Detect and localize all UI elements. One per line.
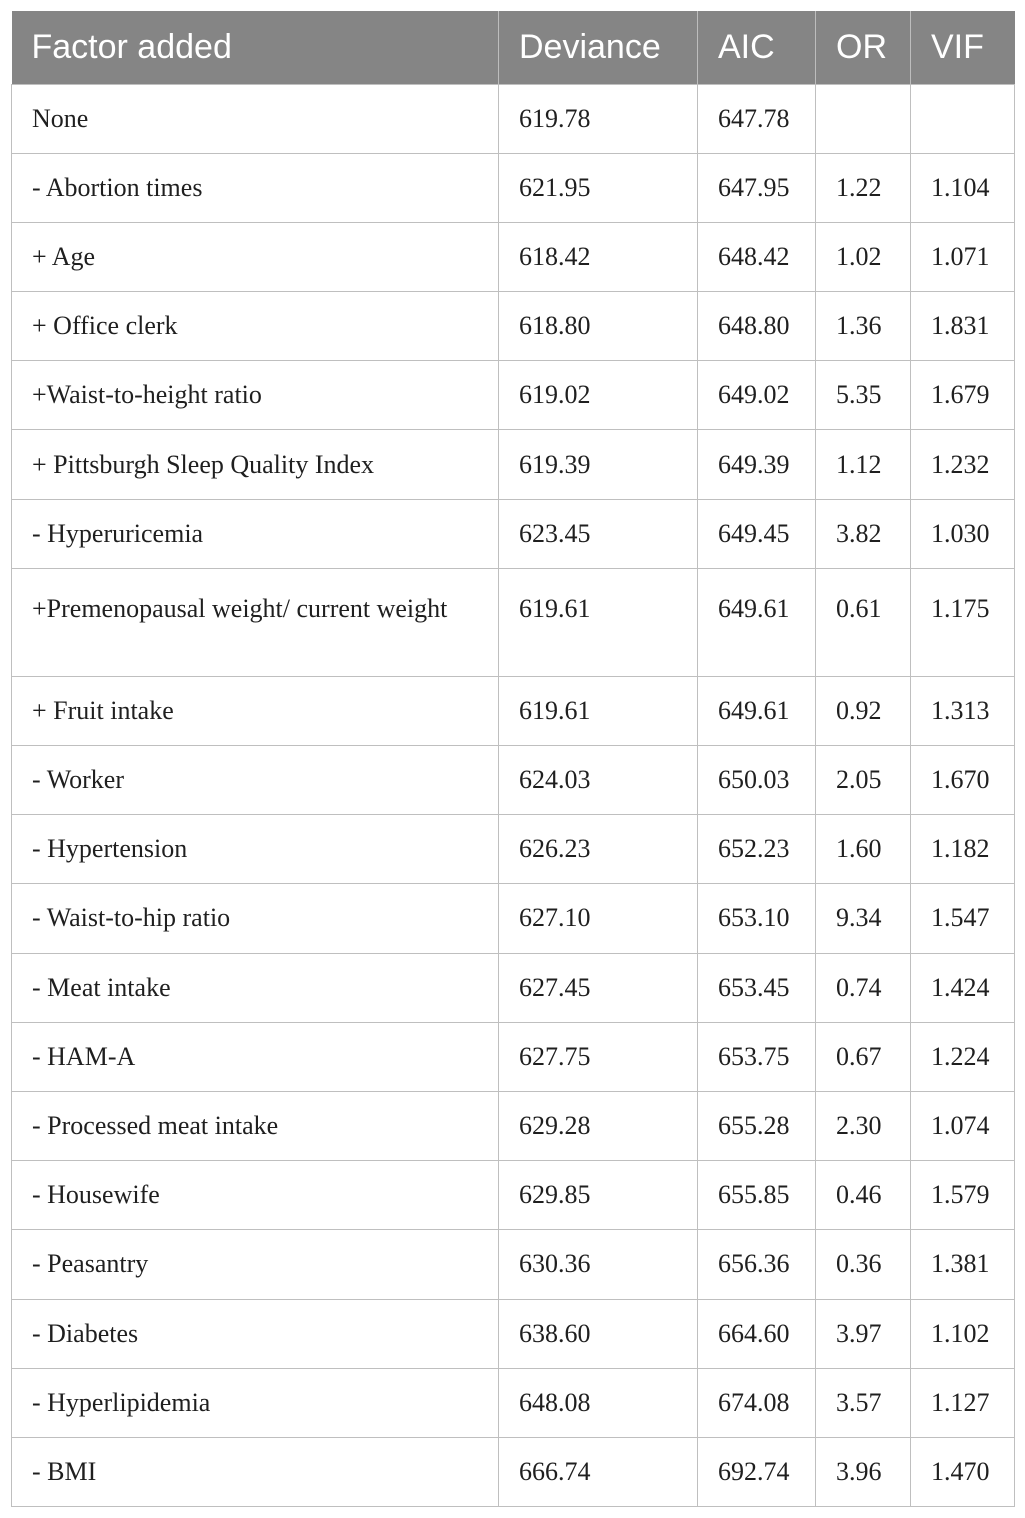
deviance-cell: 621.95 — [499, 153, 698, 222]
deviance-cell: 629.85 — [499, 1161, 698, 1230]
aic-cell: 652.23 — [698, 815, 816, 884]
factor-cell: - HAM-A — [12, 1022, 499, 1091]
factor-cell: None — [12, 84, 499, 153]
vif-cell: 1.030 — [911, 499, 1015, 568]
or-cell: 0.92 — [816, 676, 911, 745]
deviance-cell: 619.61 — [499, 676, 698, 745]
deviance-cell: 619.61 — [499, 568, 698, 676]
or-cell: 3.82 — [816, 499, 911, 568]
or-cell: 9.34 — [816, 884, 911, 953]
header-row — [12, 11, 1015, 84]
or-cell: 0.61 — [816, 568, 911, 676]
header-vif: VIF — [911, 11, 1015, 84]
vif-cell: 1.313 — [911, 676, 1015, 745]
or-cell: 1.60 — [816, 815, 911, 884]
factor-cell: - Housewife — [12, 1161, 499, 1230]
factor-cell: - Hyperuricemia — [12, 499, 499, 568]
table-row — [12, 222, 1015, 291]
vif-cell: 1.470 — [911, 1437, 1015, 1506]
table-row — [12, 953, 1015, 1022]
factor-cell: +Premenopausal weight/ current weight — [12, 568, 499, 676]
table-row — [12, 815, 1015, 884]
factor-cell: - Worker — [12, 746, 499, 815]
stepwise-factor-table — [11, 11, 1015, 1507]
deviance-cell: 624.03 — [499, 746, 698, 815]
factor-cell: + Fruit intake — [12, 676, 499, 745]
table-row — [12, 1022, 1015, 1091]
aic-cell: 653.75 — [698, 1022, 816, 1091]
factor-cell: - Peasantry — [12, 1230, 499, 1299]
deviance-cell: 629.28 — [499, 1091, 698, 1160]
table-row — [12, 746, 1015, 815]
vif-cell: 1.224 — [911, 1022, 1015, 1091]
table-row — [12, 1161, 1015, 1230]
aic-cell: 653.45 — [698, 953, 816, 1022]
or-cell — [816, 84, 911, 153]
vif-cell: 1.232 — [911, 430, 1015, 499]
table-row — [12, 1437, 1015, 1506]
header-factor-added: Factor added — [12, 11, 499, 84]
factor-cell: - Abortion times — [12, 153, 499, 222]
or-cell: 2.05 — [816, 746, 911, 815]
table-row — [12, 292, 1015, 361]
or-cell: 3.97 — [816, 1299, 911, 1368]
table-row — [12, 499, 1015, 568]
deviance-cell: 619.02 — [499, 361, 698, 430]
aic-cell: 692.74 — [698, 1437, 816, 1506]
deviance-cell: 626.23 — [499, 815, 698, 884]
vif-cell: 1.670 — [911, 746, 1015, 815]
aic-cell: 648.80 — [698, 292, 816, 361]
vif-cell: 1.679 — [911, 361, 1015, 430]
vif-cell: 1.547 — [911, 884, 1015, 953]
or-cell: 5.35 — [816, 361, 911, 430]
aic-cell: 653.10 — [698, 884, 816, 953]
aic-cell: 649.39 — [698, 430, 816, 499]
table-row — [12, 1091, 1015, 1160]
aic-cell: 664.60 — [698, 1299, 816, 1368]
or-cell: 1.22 — [816, 153, 911, 222]
table-row — [12, 430, 1015, 499]
or-cell: 3.57 — [816, 1368, 911, 1437]
factor-cell: - Hyperlipidemia — [12, 1368, 499, 1437]
deviance-cell: 648.08 — [499, 1368, 698, 1437]
or-cell: 1.36 — [816, 292, 911, 361]
aic-cell: 647.78 — [698, 84, 816, 153]
aic-cell: 649.61 — [698, 676, 816, 745]
vif-cell: 1.424 — [911, 953, 1015, 1022]
or-cell: 0.46 — [816, 1161, 911, 1230]
factor-cell: - Processed meat intake — [12, 1091, 499, 1160]
vif-cell: 1.127 — [911, 1368, 1015, 1437]
header-aic: AIC — [698, 11, 816, 84]
or-cell: 3.96 — [816, 1437, 911, 1506]
table-row — [12, 361, 1015, 430]
factor-cell: - Meat intake — [12, 953, 499, 1022]
factor-cell: + Pittsburgh Sleep Quality Index — [12, 430, 499, 499]
deviance-cell: 638.60 — [499, 1299, 698, 1368]
aic-cell: 649.45 — [698, 499, 816, 568]
aic-cell: 649.02 — [698, 361, 816, 430]
deviance-cell: 666.74 — [499, 1437, 698, 1506]
factor-cell: - BMI — [12, 1437, 499, 1506]
vif-cell: 1.831 — [911, 292, 1015, 361]
factor-cell: +Waist-to-height ratio — [12, 361, 499, 430]
table-row — [12, 1368, 1015, 1437]
or-cell: 0.74 — [816, 953, 911, 1022]
table-row — [12, 1230, 1015, 1299]
vif-cell: 1.381 — [911, 1230, 1015, 1299]
aic-cell: 655.28 — [698, 1091, 816, 1160]
aic-cell: 649.61 — [698, 568, 816, 676]
vif-cell: 1.071 — [911, 222, 1015, 291]
table-row — [12, 84, 1015, 153]
aic-cell: 656.36 — [698, 1230, 816, 1299]
vif-cell: 1.579 — [911, 1161, 1015, 1230]
vif-cell: 1.102 — [911, 1299, 1015, 1368]
aic-cell: 647.95 — [698, 153, 816, 222]
vif-cell — [911, 84, 1015, 153]
table-row — [12, 676, 1015, 745]
header-or: OR — [816, 11, 911, 84]
deviance-cell: 627.10 — [499, 884, 698, 953]
factor-cell: - Hypertension — [12, 815, 499, 884]
deviance-cell: 618.42 — [499, 222, 698, 291]
or-cell: 1.02 — [816, 222, 911, 291]
aic-cell: 655.85 — [698, 1161, 816, 1230]
vif-cell: 1.104 — [911, 153, 1015, 222]
vif-cell: 1.182 — [911, 815, 1015, 884]
vif-cell: 1.074 — [911, 1091, 1015, 1160]
table-row — [12, 1299, 1015, 1368]
or-cell: 2.30 — [816, 1091, 911, 1160]
factor-cell: - Diabetes — [12, 1299, 499, 1368]
factor-cell: + Age — [12, 222, 499, 291]
table-header — [12, 11, 1015, 84]
deviance-cell: 623.45 — [499, 499, 698, 568]
table-row — [12, 568, 1015, 676]
deviance-cell: 630.36 — [499, 1230, 698, 1299]
deviance-cell: 619.78 — [499, 84, 698, 153]
factor-cell: + Office clerk — [12, 292, 499, 361]
table-row — [12, 153, 1015, 222]
or-cell: 0.67 — [816, 1022, 911, 1091]
deviance-cell: 627.45 — [499, 953, 698, 1022]
header-deviance: Deviance — [499, 11, 698, 84]
aic-cell: 650.03 — [698, 746, 816, 815]
aic-cell: 674.08 — [698, 1368, 816, 1437]
table-row — [12, 884, 1015, 953]
or-cell: 0.36 — [816, 1230, 911, 1299]
or-cell: 1.12 — [816, 430, 911, 499]
table-body — [12, 84, 1015, 1507]
deviance-cell: 619.39 — [499, 430, 698, 499]
aic-cell: 648.42 — [698, 222, 816, 291]
deviance-cell: 618.80 — [499, 292, 698, 361]
vif-cell: 1.175 — [911, 568, 1015, 676]
factor-cell: - Waist-to-hip ratio — [12, 884, 499, 953]
deviance-cell: 627.75 — [499, 1022, 698, 1091]
